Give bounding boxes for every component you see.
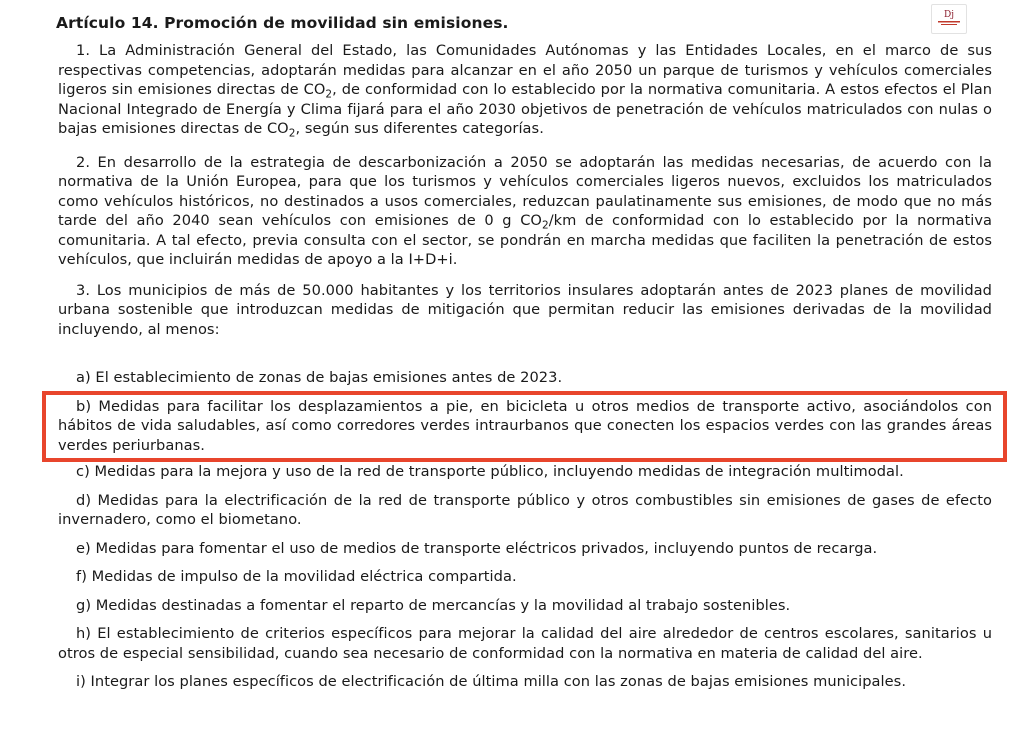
list-item-h: h) El establecimiento de criterios específicos para mejorar la calidad del aire alrededor de centros escolares, sanitarios u otros de especial sensibilidad, cuando sea necesario de conformidad con la normativa en materia de calidad del aire. xyxy=(58,625,992,662)
list-item-a: a) El establecimiento de zonas de bajas emisiones antes de 2023. xyxy=(76,369,563,386)
list-item-f: f) Medidas de impulso de la movilidad eléctrica compartida. xyxy=(76,568,517,585)
article-page xyxy=(58,0,992,692)
paragraph-3: 3. Los municipios de más de 50.000 habitantes y los territorios insulares adoptarán antes de 2023 planes de movilidad urbana sostenible que introduzcan medidas de mitigación que permitan reducir las emisiones derivadas de la movilidad incluyendo, al menos: xyxy=(58,281,992,338)
co2-subscript: 2 xyxy=(541,219,549,232)
list-item-g: g) Medidas destinadas a fomentar el reparto de mercancías y la movilidad al trabajo sostenibles. xyxy=(76,596,791,614)
co2-subscript: 2 xyxy=(325,88,333,101)
article-title: Artículo 14. Promoción de movilidad sin emisiones. xyxy=(56,14,509,32)
paragraph-1-text-a: 1. La Administración General del Estado, las Comunidades Autónomas y las Entidades Locales, en el marco de sus respectivas competencias, adoptarán medidas para alcanzar en el año 2050 un parque de turismos y vehículos comerciales ligeros sin emisiones directas de CO xyxy=(58,42,992,98)
paragraph-1-text-c: , según sus diferentes categorías. xyxy=(295,120,544,137)
paragraph-1-text-b: , de conformidad con lo establecido por la normativa comunitaria. A estos efectos el Plan Nacional Integrado de Energía y Clima fijará para el año 2030 objetivos de penetración de vehículos matriculados con nulas o bajas emisiones directas de CO xyxy=(58,81,992,137)
paragraph-2-text-a: 2. En desarrollo de la estrategia de descarbonización a 2050 se adoptarán las medidas necesarias, de acuerdo con la normativa de la Unión Europea, para que los turismos y vehículos comerciales ligeros nuevos, excluidos los matriculados como vehículos históricos, no destinados a usos comerciales, reduzcan paulatinamente sus emisiones, de modo que no más tarde del año 2040 sean vehículos con emisiones de 0 g CO xyxy=(58,153,992,229)
paragraph-2 xyxy=(58,153,992,270)
svg-text:Dj: Dj xyxy=(943,10,955,20)
list-item-e: e) Medidas para fomentar el uso de medios de transporte eléctricos privados, incluyendo puntos de recarga. xyxy=(76,539,878,557)
list-item-d: d) Medidas para la electrificación de la red de transporte público y otros combustibles sin emisiones de gases de efecto invernadero, como el biometano. xyxy=(58,491,992,528)
paragraph-1 xyxy=(58,41,992,139)
list-item-c: c) Medidas para la mejora y uso de la red de transporte público, incluyendo medidas de integración multimodal. xyxy=(76,463,904,480)
list-item-b: b) Medidas para facilitar los desplazamientos a pie, en bicicleta u otros medios de transporte activo, asociándolos con hábitos de vida saludables, así como corredores verdes intraurbanos que conecten los espacios verdes con las grandes áreas verdes periurbanas. xyxy=(58,397,992,454)
paragraph-2-text-b: /km de conformidad con lo establecido por la normativa comunitaria. A tal efecto, previa consulta con el sector, se pondrán en marcha medidas que faciliten la penetración de estos vehículos, que incluirán medidas de apoyo a la I+D+i. xyxy=(58,212,993,268)
list-item-i: i) Integrar los planes específicos de electrificación de última milla con las zonas de bajas emisiones municipales. xyxy=(76,673,907,690)
co2-subscript: 2 xyxy=(288,127,296,140)
